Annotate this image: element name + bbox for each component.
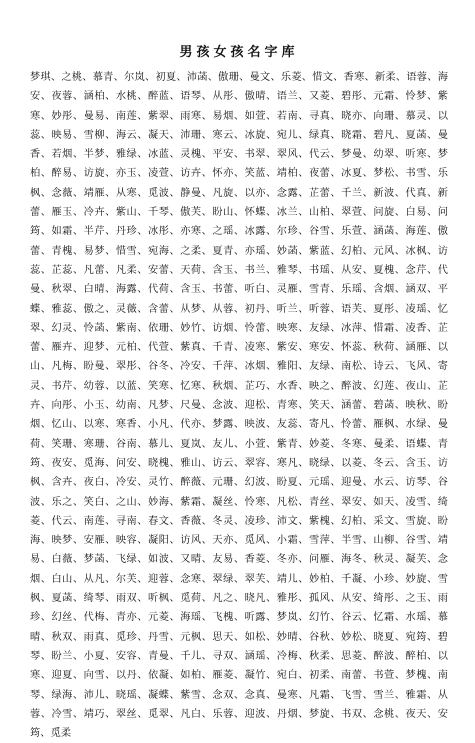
names-list: 梦琪、之桃、慕青、尔岚、初夏、沛菡、傲珊、曼文、乐菱、惜文、香寒、新柔、语蓉、海安、夜蓉、涵柏、水桃、醉蓝、语琴、从彤、傲晴、语兰、又菱、碧彤、元霜、怜梦、紫寒、妙彤、曼易、南莲、紫翠、雨寒、易烟、如萱、若南、寻真、晓亦、向珊、慕灵、以蕊、映易、雪柳、海云、凝天、沛珊、寒云、冰旋、宛儿、绿真、晓霜、碧凡、夏菡、曼香、若烟、半梦、雅绿、冰蓝、灵槐、平安、书翠、翠风、代云、梦曼、幼翠、听寒、梦柏、醉易、访旋、亦玉、凌萱、访卉、怀亦、笑蓝、靖柏、夜蕾、冰夏、梦松、书雪、乐枫、念薇、靖雁、从寒、觅波、静曼、凡旋、以亦、念露、芷蕾、千兰、新波、代真、新蕾、雁玉、冷卉、紫山、千琴、傲芙、盼山、怀蝶、冰兰、山柏、翠萱、问旋、白易、问筠、如霜、半芹、丹珍、冰彤、亦寒、之瑶、冰露、尔珍、谷雪、乐萱、涵菡、海莲、傲蕾、青槐、易梦、惜雪、宛海、之柔、夏青、亦瑶、妙菡、紫蓝、幻柏、元风、冰枫、访蕊、芷蕊、凡蕾、凡柔、安蕾、天荷、含玉、书兰、雅琴、书瑶、从安、夏槐、念芹、代曼、秋翠、白晴、海露、代荷、含玉、书蕾、听白、灵雁、雪青、乐瑶、含烟、涵双、平蝶、雅蕊、傲之、灵薇、含蕾、从梦、从蓉、初丹、听兰、听蓉、语芙、夏彤、凌瑶、忆翠、幻灵、怜菡、紫南、依珊、妙竹、访烟、怜蕾、映寒、友绿、冰萍、惜霜、凌香、芷蕾、雁卉、迎梦、元柏、代萱、紫真、千青、凌寒、紫安、寒安、怀蕊、秋荷、涵雁、以山、凡梅、盼曼、翠彤、谷冬、冷安、千萍、冰烟、雅阳、友绿、南松、诗云、飞风、寄灵、书芹、幼蓉、以蓝、笑寒、忆寒、秋烟、芷巧、水香、映之、醉波、幻莲、夜山、芷卉、向彤、小玉、幼南、凡梦、尺曼、念波、迎松、青寒、笑天、涵蕾、碧菡、映秋、盼烟、忆山、以寒、寒香、小凡、代亦、梦露、映波、友蕊、寄凡、怜蕾、雁枫、水绿、曼荷、笑珊、寒珊、谷南、慕儿、夏岚、友儿、小萱、紫青、妙菱、冬寒、曼柔、语蝶、青筠、夜安、觅海、问安、晓槐、雅山、访云、翠容、寒凡、晓绿、以菱、冬云、含玉、访枫、含卉、夜白、冷安、灵竹、醉薇、元珊、幻波、盼夏、元瑶、迎曼、水云、访琴、谷波、乐之、笑白、之山、妙海、紫霜、凝丝、怜寒、凡松、青丝、翠安、如天、凌雪、绮菱、代云、南莲、寻南、春文、香薇、冬灵、凌珍、沛文、紫槐、幻柏、采文、雪旋、盼海、映梦、安雁、映容、凝阳、访风、天亦、觅风、小霜、雪萍、半雪、山柳、谷雪、靖易、白薇、梦菡、飞绿、如波、又晴、友易、香菱、冬亦、问雁、海冬、秋灵、凝芙、念烟、白山、从凡、尔芙、迎蓉、念寒、翠绿、翠芙、靖儿、妙柏、千凝、小珍、妙旋、雪枫、夏菡、绮琴、雨双、听枫、觅荷、凡之、晓凡、雅彤、孤风、从安、绮彤、之玉、雨珍、幻丝、代梅、青亦、元菱、海瑶、飞槐、听露、梦岚、幻竹、谷云、忆霜、水瑶、慕晴、秋双、雨真、觅珍、丹雪、元枫、思天、如松、妙晴、谷秋、妙松、晓夏、宛筠、碧琴、盼兰、小夏、安容、青曼、千儿、寻双、涵瑶、冷梅、秋柔、思菱、醉波、醉柏、以寒、迎夏、向雪、以丹、依凝、如柏、雁菱、凝竹、宛白、初柔、南蕾、书萱、梦槐、南琴、绿海、沛儿、晓瑶、凝蝶、紫雪、念双、念真、曼寒、凡霜、飞雪、雪兰、雅霜、从蓉、冷雪、靖巧、翠丝、觅翠、凡白、乐蓉、迎波、丹烟、梦旋、书双、念桃、夜天、安筠、觅柔 xyxy=(30,72,448,740)
document-title: 男孩女孩名字库 xyxy=(179,45,299,60)
